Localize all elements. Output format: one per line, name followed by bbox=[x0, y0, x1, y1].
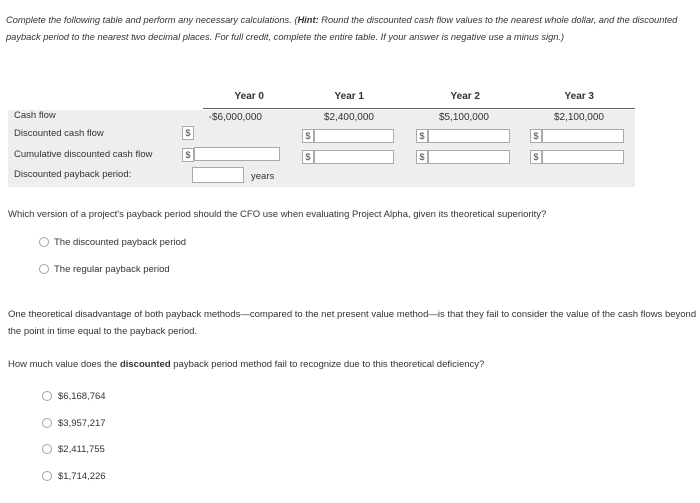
cash-flow-year-1: $2,400,000 bbox=[323, 112, 374, 123]
instructions-part2: Round the discounted cash flow values to the nearest whole dollar, and the discounted payback period to the nearest two decimal places. For full credit, complete the entire table. If your answer is negative use a minus sign.) bbox=[6, 15, 678, 42]
cash-flow-year-0: -$6,000,000 bbox=[208, 112, 262, 123]
payback-period-label: Discounted payback period: bbox=[14, 169, 132, 180]
hint-label: Hint: bbox=[297, 15, 319, 25]
dollar-sign: $ bbox=[302, 150, 314, 164]
dollar-sign: $ bbox=[416, 150, 428, 164]
header-divider bbox=[203, 108, 635, 109]
theoretical-disadvantage-statement: One theoretical disadvantage of both payback methods—compared to the net present value method—is that they fail to consider the value of the cash flows beyond the point in time equal to the payback period. bbox=[8, 309, 697, 337]
years-unit: years bbox=[251, 171, 275, 182]
q2-prefix: How much value does the bbox=[8, 359, 120, 370]
discounted-cash-flow-label: Discounted cash flow bbox=[14, 128, 104, 139]
cash-flow-year-3: $2,100,000 bbox=[553, 112, 604, 123]
cumulative-dcf-label: Cumulative discounted cash flow bbox=[14, 149, 153, 160]
instructions-part1: Complete the following table and perform any necessary calculations. ( bbox=[6, 15, 298, 25]
header-year-3: Year 3 bbox=[564, 91, 594, 102]
q1-option-2-label[interactable]: The regular payback period bbox=[54, 264, 170, 275]
dollar-sign: $ bbox=[530, 150, 542, 164]
cumulative-dcf-year-3-input[interactable] bbox=[542, 150, 624, 164]
cumulative-dcf-year-1-input[interactable] bbox=[314, 150, 394, 164]
q2-option-2-label[interactable]: $3,957,217 bbox=[58, 418, 106, 429]
header-year-1: Year 1 bbox=[334, 91, 364, 102]
dollar-sign: $ bbox=[182, 126, 194, 140]
q2-option-3-label[interactable]: $2,411,755 bbox=[58, 444, 105, 455]
discounted-cf-year-0-input[interactable] bbox=[194, 147, 280, 161]
dollar-sign: $ bbox=[302, 129, 314, 143]
payback-period-input[interactable] bbox=[192, 167, 244, 183]
cash-flow-label: Cash flow bbox=[14, 110, 56, 121]
header-year-2: Year 2 bbox=[450, 91, 480, 102]
q2-option-4-radio[interactable] bbox=[42, 471, 52, 481]
q1-option-1-label[interactable]: The discounted payback period bbox=[54, 237, 187, 248]
cumulative-dcf-year-2-input[interactable] bbox=[428, 150, 510, 164]
question-1-text: Which version of a project's payback period should the CFO use when evaluating Project Alpha, given its theoretical superiority? bbox=[8, 209, 547, 220]
cash-flow-year-2: $5,100,000 bbox=[438, 112, 489, 123]
instructions bbox=[6, 12, 696, 46]
dollar-sign: $ bbox=[530, 129, 542, 143]
q2-bold: discounted bbox=[119, 359, 171, 370]
dollar-sign: $ bbox=[182, 148, 194, 162]
question-2-text bbox=[8, 359, 484, 370]
header-year-0: Year 0 bbox=[234, 91, 264, 102]
q1-option-2-radio[interactable] bbox=[39, 264, 49, 274]
q2-option-3-radio[interactable] bbox=[42, 444, 52, 454]
discounted-cf-year-3-input[interactable] bbox=[542, 129, 624, 143]
q2-option-2-radio[interactable] bbox=[42, 418, 52, 428]
q2-option-1-label[interactable]: $6,168,764 bbox=[58, 391, 106, 402]
discounted-cf-year-1-input[interactable] bbox=[314, 129, 394, 143]
discounted-cf-year-2-input[interactable] bbox=[428, 129, 510, 143]
q2-option-4-label[interactable]: $1,714,226 bbox=[58, 471, 106, 482]
q2-option-1-radio[interactable] bbox=[42, 391, 52, 401]
dollar-sign: $ bbox=[416, 129, 428, 143]
q1-option-1-radio[interactable] bbox=[39, 237, 49, 247]
q2-suffix: payback period method fail to recognize due to this theoretical deficiency? bbox=[170, 359, 485, 370]
